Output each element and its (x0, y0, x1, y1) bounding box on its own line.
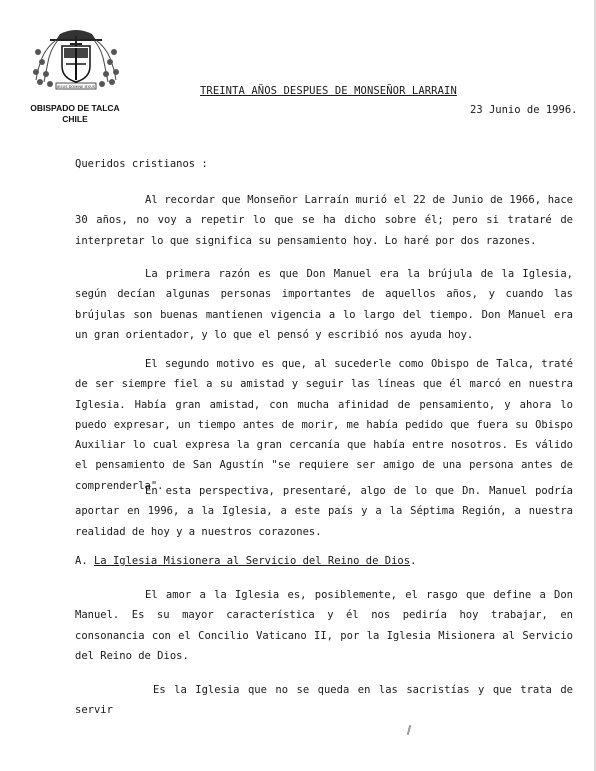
paragraph-2: La primera razón es que Don Manuel era la brújula de la Iglesia, según decían algunas personas importantes de aquellos años, y cuando las brújulas son buenas mantienen vigencia a lo largo del tiempo. Don Manuel era un gran orientador, y lo que el pensó y escribió nos ayuda hoy. (75, 268, 573, 341)
section-title: La Iglesia Misionera al Servicio del Reino de Dios (93, 555, 411, 567)
crest-motto: IESUS DOMINE IESUS (56, 85, 96, 89)
section-paragraph-1: El amor a la Iglesia es, posiblemente, el rasgo que define a Don Manuel. Es su mayor característica y él nos pediría hoy trabajar, en consonancia con el Concilio Vaticano II, por la Iglesia Misionera al Servicio del Reino de Dios. (75, 589, 573, 662)
paragraph-3: El segundo motivo es que, al sucederle como Obispo de Talca, traté de ser siempre fiel a su amistad y seguir las líneas que él marcó en nuestra Iglesia. Había gran amistad, con mucha afinidad de pensamiento, y ahora lo puedo expresar, un tiempo antes de morir, me había pedido que fuera su Obispo Auxiliar lo cual expresa la gran cercanía que había entre nosotros. Es válido el pensamiento de San Agustín "se requiere ser amigo de una persona antes de comprenderla". (75, 358, 573, 492)
scan-speck (407, 725, 412, 735)
section-title-end: . (410, 555, 417, 567)
paragraph-1: Al recordar que Monseñor Larraín murió el 22 de Junio de 1966, hace 30 años, no voy a repetir lo que se ha dicho sobre él; pero si trataré de interpretar lo que significa su pensamiento hoy. Lo haré por dos razones. (75, 194, 573, 247)
paragraph-4: En esta perspectiva, presentaré, algo de lo que Dn. Manuel podría aportar en 1996, a la Iglesia, a este país y a la Séptima Región, a nuestra realidad de hoy y a nuestros corazones. (75, 485, 573, 538)
section-paragraph-2 (75, 680, 573, 721)
section-letter: A. (75, 555, 88, 567)
document-title: TREINTA AÑOS DESPUES DE MONSEÑOR LARRAIN (200, 85, 457, 97)
diocese-name (14, 103, 136, 125)
greeting: Queridos cristianos : (75, 158, 208, 170)
diocese-line-2: CHILE (62, 114, 88, 124)
crest-emblem-icon (30, 28, 122, 90)
section-heading (75, 555, 416, 567)
section-paragraph-2-text: Es la Iglesia que no se queda en las sacristías y que trata de servir (75, 684, 573, 717)
document-date: 23 Junio de 1996. (470, 104, 578, 116)
diocese-line-1: OBISPADO DE TALCA (30, 103, 120, 113)
episcopal-crest-icon (30, 28, 122, 90)
